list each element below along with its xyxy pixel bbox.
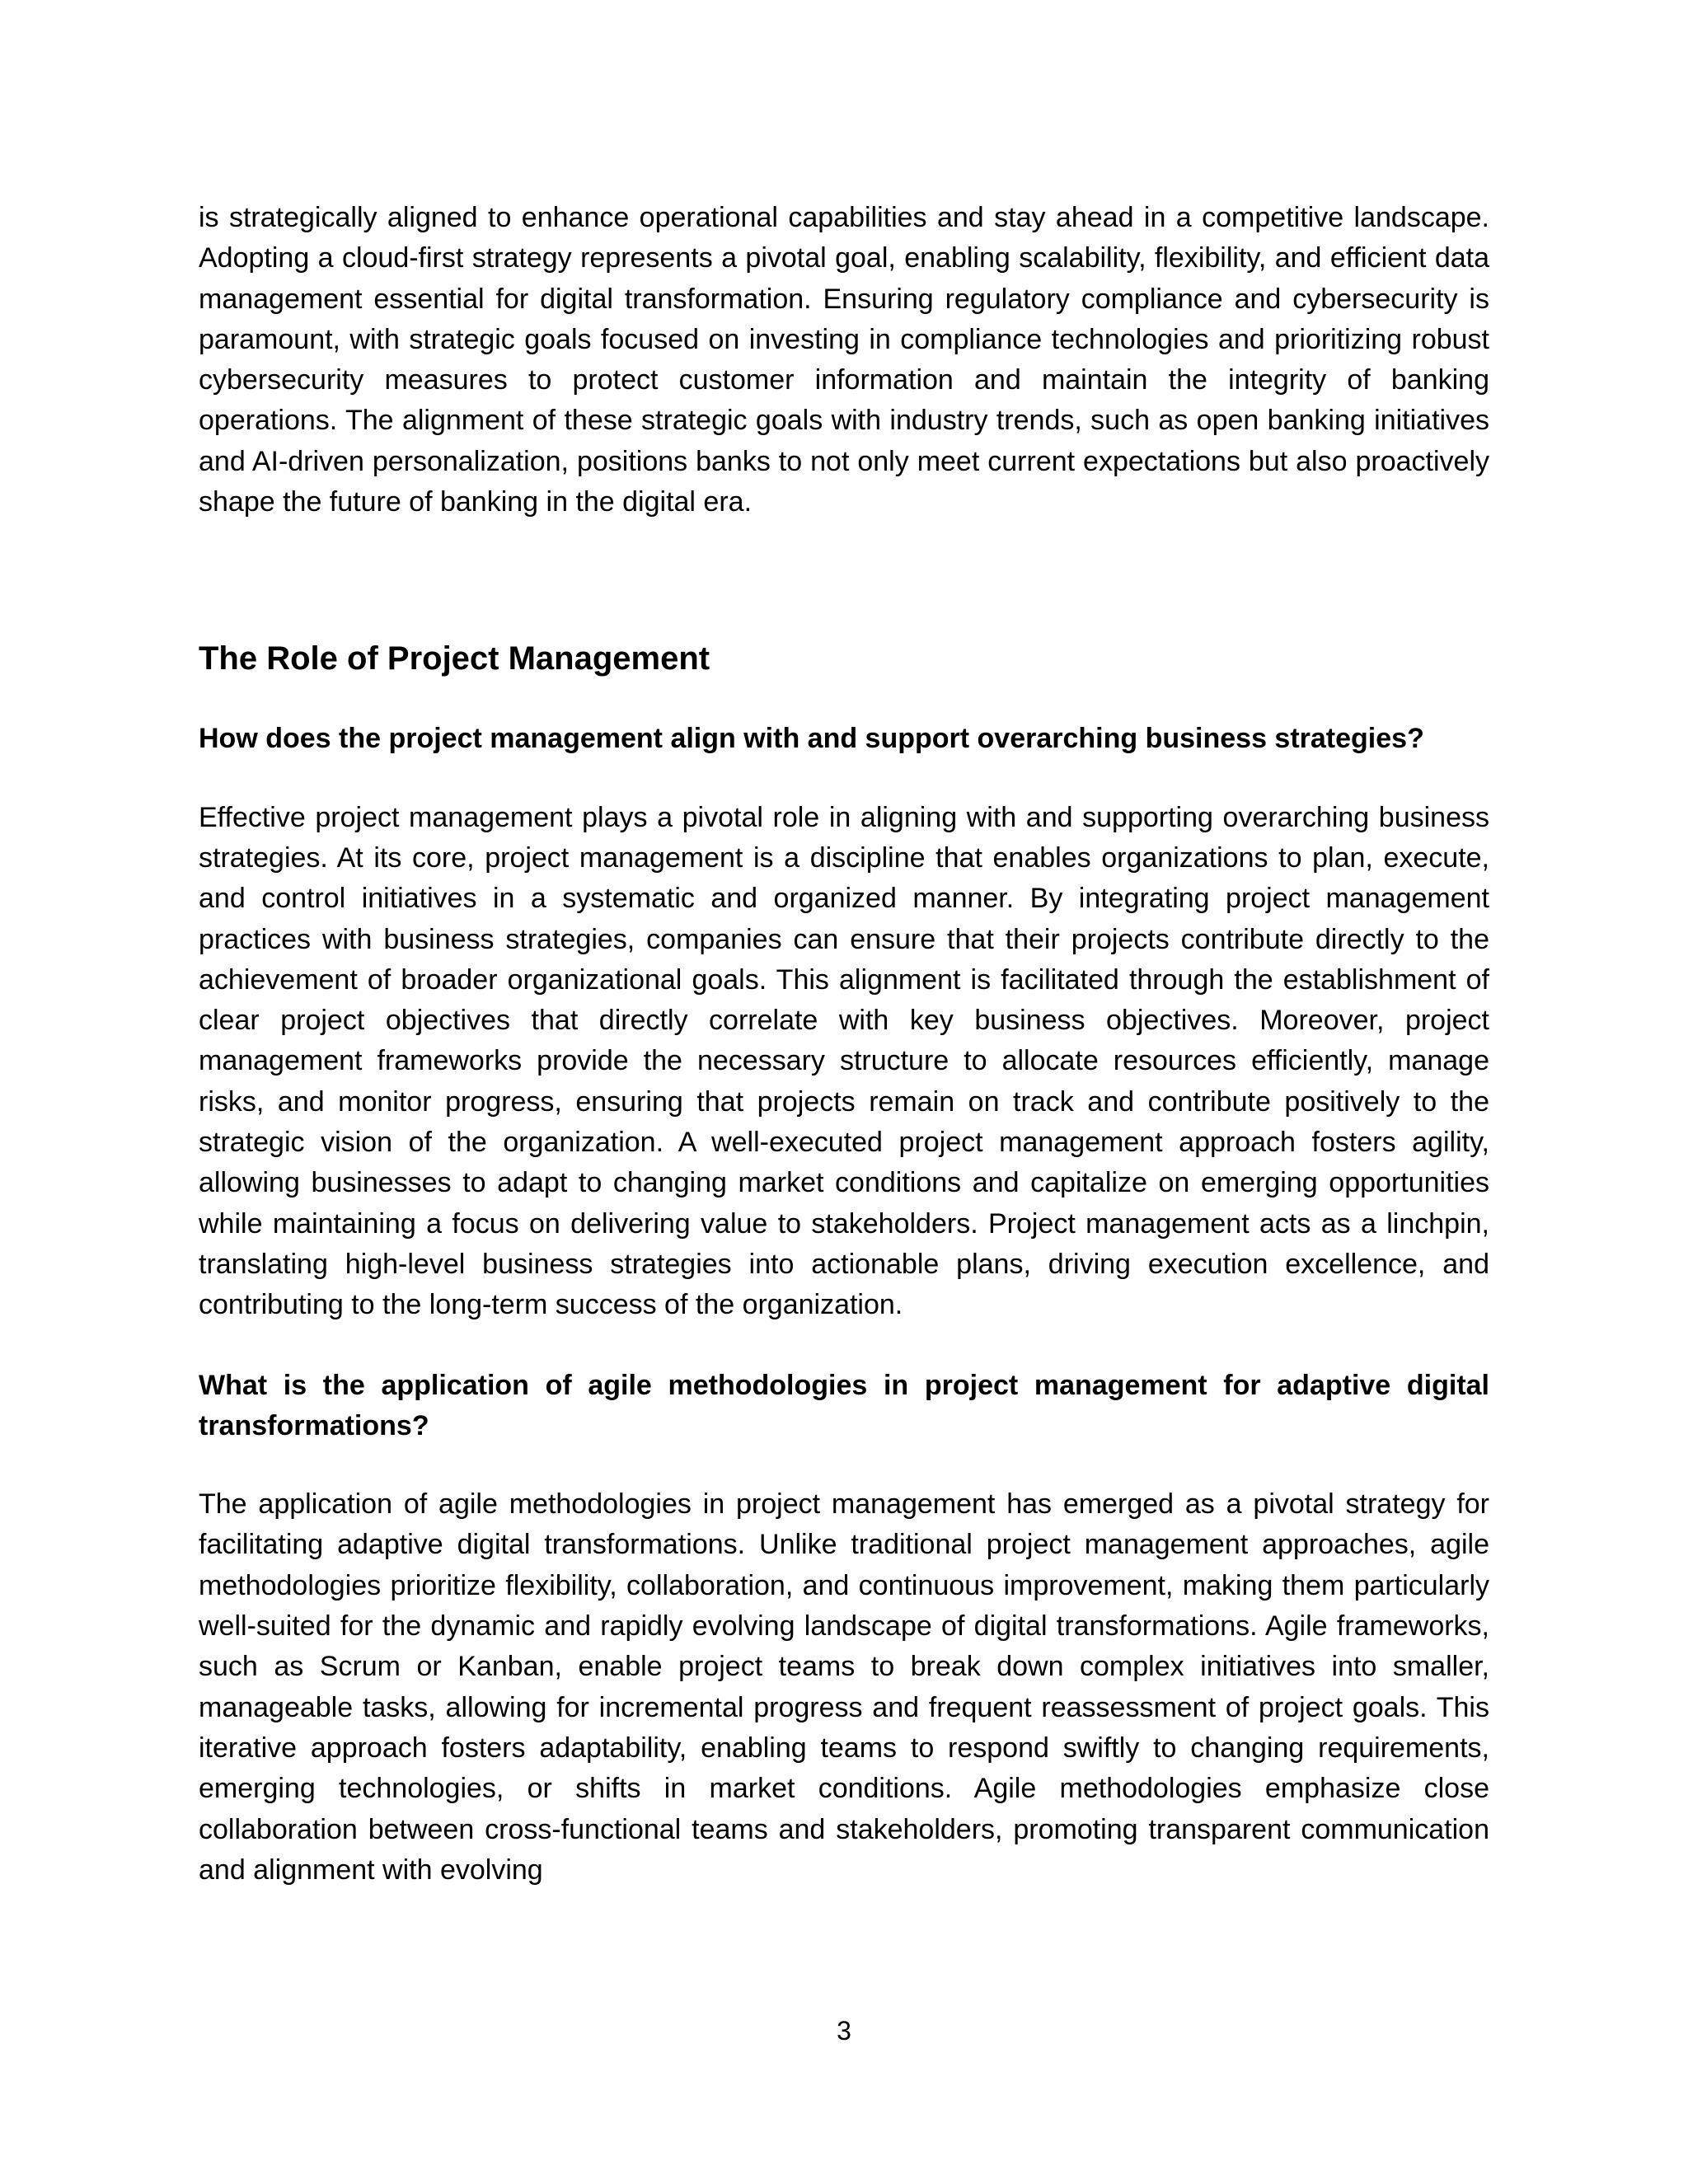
page-number: 3 — [837, 2016, 851, 2046]
answer-1-paragraph: Effective project management plays a pivotal role in aligning with and supporting overarching business strategies. At its core, project management is a discipline that enables organizations to plan, execute, and control initiatives in a systematic and organized manner. By integrating project management practices with business strategies, companies can ensure that their projects contribute directly to the achievement of broader organizational goals. This alignment is facilitated through the establishment of clear project objectives that directly correlate with key business objectives. Moreover, project management frameworks provide the necessary structure to allocate resources efficiently, manage risks, and monitor progress, ensuring that projects remain on track and contribute positively to the strategic vision of the organization. A well-executed project management approach fosters agility, allowing businesses to adapt to changing market conditions and capitalize on emerging opportunities while maintaining a focus on delivering value to stakeholders. Project management acts as a linchpin, translating high-level business strategies into actionable plans, driving execution excellence, and contributing to the long-term success of the organization. — [199, 801, 1489, 1321]
question-2: What is the application of agile methodologies in project management for adaptive digital transformations? — [199, 1369, 1489, 1441]
section-heading: The Role of Project Management — [199, 640, 710, 677]
intro-paragraph: is strategically aligned to enhance operational capabilities and stay ahead in a competitive landscape. Adopting a cloud-first strategy represents a pivotal goal, enabling scalability, flexibility, and efficient data management essential for digital transformation. Ensuring regulatory compliance and cybersecurity is paramount, with strategic goals focused on investing in compliance technologies and prioritizing robust cybersecurity measures to protect customer information and maintain the integrity of banking operations. The alignment of these strategic goals with industry trends, such as open banking initiatives and AI-driven personalization, positions banks to not only meet current expectations but also proactively shape the future of banking in the digital era. — [199, 202, 1489, 518]
page-content — [199, 198, 1489, 1891]
answer-2-paragraph: The application of agile methodologies in project management has emerged as a pivotal strategy for facilitating adaptive digital transformations. Unlike traditional project management approaches, agile methodologies prioritize flexibility, collaboration, and continuous improvement, making them particularly well-suited for the dynamic and rapidly evolving landscape of digital transformations. Agile frameworks, such as Scrum or Kanban, enable project teams to break down complex initiatives into smaller, manageable tasks, allowing for incremental progress and frequent reassessment of project goals. This iterative approach fosters adaptability, enabling teams to respond swiftly to changing requirements, emerging technologies, or shifts in market conditions. Agile methodologies emphasize close collaboration between cross-functional teams and stakeholders, promoting transparent communication and alignment with evolving — [199, 1488, 1489, 1886]
question-1: How does the project management align with and support overarching business strategies? — [199, 723, 1424, 755]
